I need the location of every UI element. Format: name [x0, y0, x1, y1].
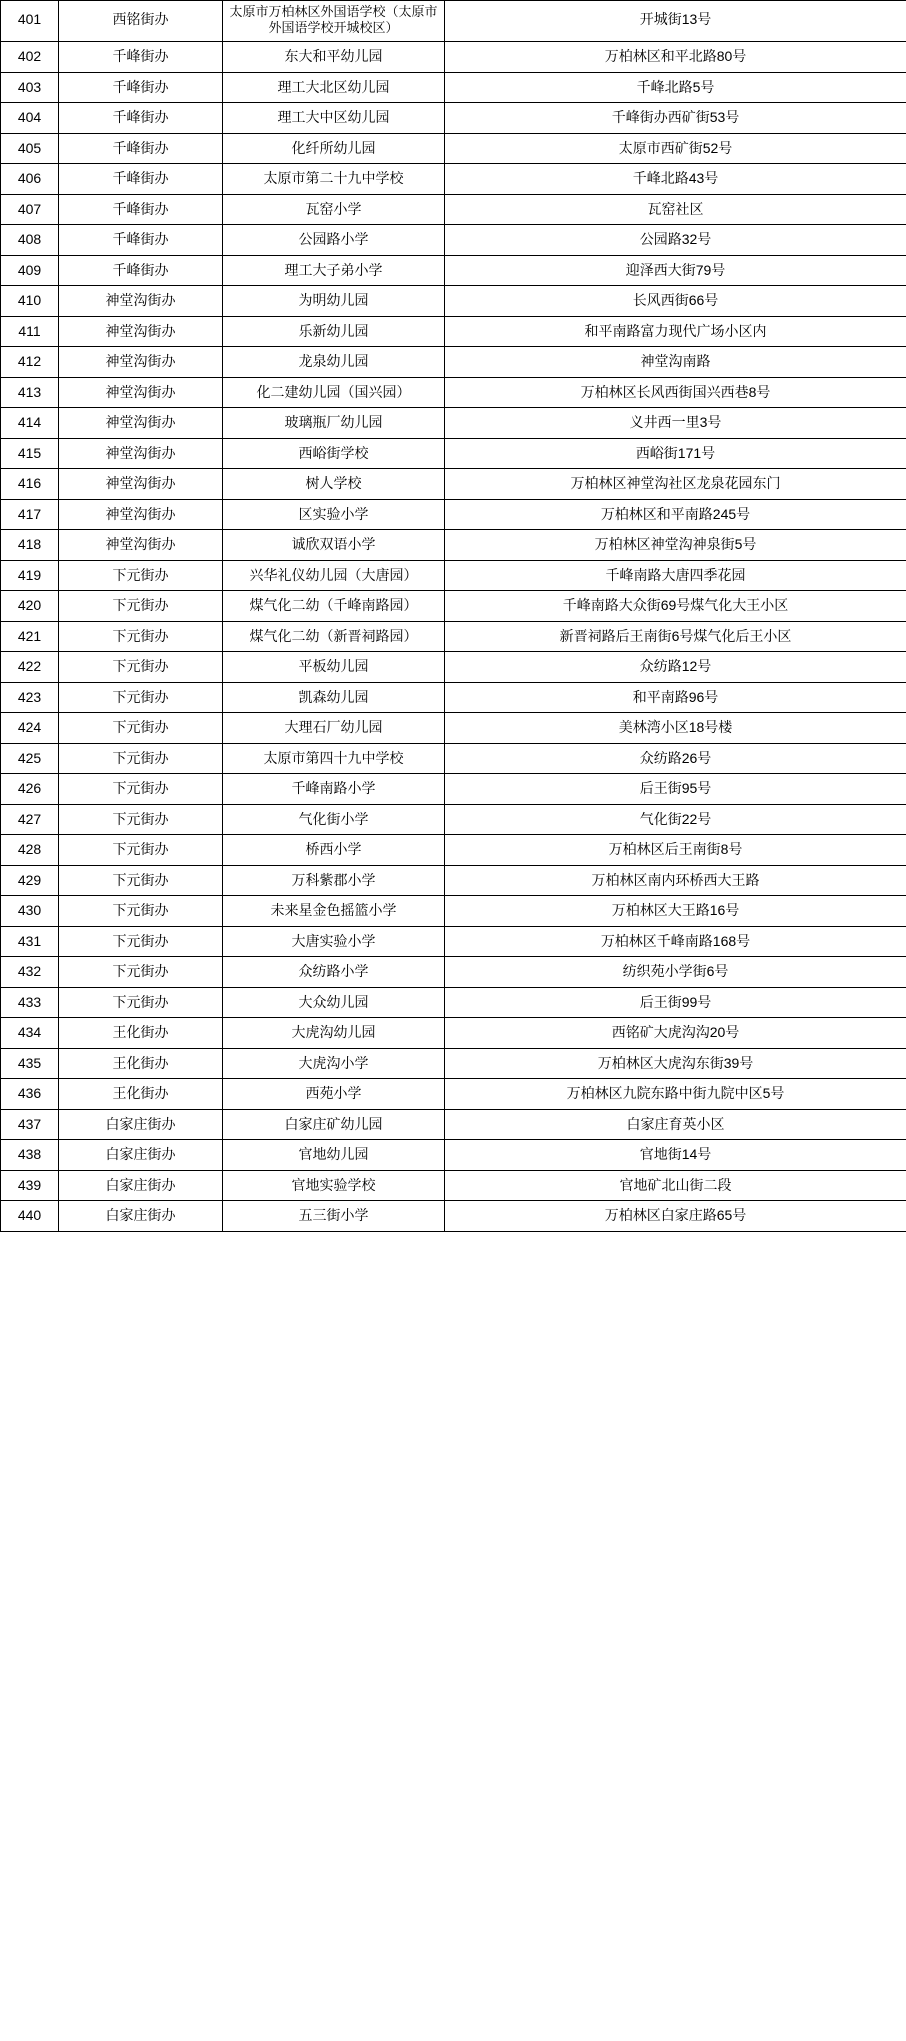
table-row — [1, 926, 906, 957]
cell-street: 下元街办 — [59, 957, 223, 988]
cell-street: 千峰街办 — [59, 133, 223, 164]
table-row — [1, 347, 906, 378]
cell-address: 万柏林区后王南街8号 — [445, 835, 906, 866]
cell-index: 403 — [1, 72, 59, 103]
cell-address: 万柏林区和平南路245号 — [445, 499, 906, 530]
cell-street: 千峰街办 — [59, 194, 223, 225]
cell-address: 后王街95号 — [445, 774, 906, 805]
cell-index: 419 — [1, 560, 59, 591]
cell-school: 白家庄矿幼儿园 — [223, 1109, 445, 1140]
cell-index: 406 — [1, 164, 59, 195]
cell-index: 434 — [1, 1018, 59, 1049]
cell-index: 426 — [1, 774, 59, 805]
cell-address: 义井西一里3号 — [445, 408, 906, 439]
cell-index: 410 — [1, 286, 59, 317]
cell-index: 411 — [1, 316, 59, 347]
table-row — [1, 103, 906, 134]
cell-school: 官地实验学校 — [223, 1170, 445, 1201]
cell-street: 千峰街办 — [59, 225, 223, 256]
cell-street: 下元街办 — [59, 652, 223, 683]
cell-street: 千峰街办 — [59, 103, 223, 134]
cell-street: 下元街办 — [59, 896, 223, 927]
cell-index: 436 — [1, 1079, 59, 1110]
cell-street: 白家庄街办 — [59, 1170, 223, 1201]
cell-school: 凯森幼儿园 — [223, 682, 445, 713]
cell-school: 平板幼儿园 — [223, 652, 445, 683]
cell-street: 下元街办 — [59, 926, 223, 957]
cell-address: 万柏林区和平北路80号 — [445, 42, 906, 73]
cell-index: 427 — [1, 804, 59, 835]
table-row — [1, 1079, 906, 1110]
cell-address: 千峰街办西矿街53号 — [445, 103, 906, 134]
cell-school: 千峰南路小学 — [223, 774, 445, 805]
cell-street: 下元街办 — [59, 713, 223, 744]
cell-address: 千峰南路大众街69号煤气化大王小区 — [445, 591, 906, 622]
table-row — [1, 42, 906, 73]
cell-address: 万柏林区南内环桥西大王路 — [445, 865, 906, 896]
table-row — [1, 72, 906, 103]
cell-school: 众纺路小学 — [223, 957, 445, 988]
cell-index: 438 — [1, 1140, 59, 1171]
cell-school: 诚欣双语小学 — [223, 530, 445, 561]
cell-school: 太原市第二十九中学校 — [223, 164, 445, 195]
table-row — [1, 652, 906, 683]
cell-index: 425 — [1, 743, 59, 774]
cell-address: 西峪街171号 — [445, 438, 906, 469]
table-row — [1, 1109, 906, 1140]
cell-street: 神堂沟街办 — [59, 530, 223, 561]
cell-street: 下元街办 — [59, 835, 223, 866]
table-body — [1, 1, 906, 1232]
cell-school: 龙泉幼儿园 — [223, 347, 445, 378]
cell-street: 千峰街办 — [59, 42, 223, 73]
cell-address: 神堂沟南路 — [445, 347, 906, 378]
cell-school: 化二建幼儿园（国兴园） — [223, 377, 445, 408]
cell-address: 公园路32号 — [445, 225, 906, 256]
cell-address: 千峰南路大唐四季花园 — [445, 560, 906, 591]
cell-index: 412 — [1, 347, 59, 378]
cell-school: 太原市第四十九中学校 — [223, 743, 445, 774]
table-row — [1, 1048, 906, 1079]
cell-index: 435 — [1, 1048, 59, 1079]
cell-street: 王化街办 — [59, 1018, 223, 1049]
cell-school: 化纤所幼儿园 — [223, 133, 445, 164]
cell-school: 大虎沟小学 — [223, 1048, 445, 1079]
table-row — [1, 713, 906, 744]
table-row — [1, 987, 906, 1018]
cell-index: 402 — [1, 42, 59, 73]
table-row — [1, 1, 906, 42]
cell-index: 416 — [1, 469, 59, 500]
cell-address: 万柏林区神堂沟神泉街5号 — [445, 530, 906, 561]
cell-school: 公园路小学 — [223, 225, 445, 256]
cell-address: 开城街13号 — [445, 1, 906, 42]
cell-street: 神堂沟街办 — [59, 347, 223, 378]
cell-index: 422 — [1, 652, 59, 683]
cell-address: 西铭矿大虎沟沟20号 — [445, 1018, 906, 1049]
cell-street: 千峰街办 — [59, 164, 223, 195]
cell-school: 西峪街学校 — [223, 438, 445, 469]
cell-address: 万柏林区大王路16号 — [445, 896, 906, 927]
cell-address: 万柏林区白家庄路65号 — [445, 1201, 906, 1232]
cell-index: 428 — [1, 835, 59, 866]
cell-school: 瓦窑小学 — [223, 194, 445, 225]
cell-street: 千峰街办 — [59, 72, 223, 103]
cell-address: 白家庄育英小区 — [445, 1109, 906, 1140]
cell-school: 大理石厂幼儿园 — [223, 713, 445, 744]
table-row — [1, 682, 906, 713]
cell-school: 煤气化二幼（新晋祠路园） — [223, 621, 445, 652]
cell-school: 玻璃瓶厂幼儿园 — [223, 408, 445, 439]
table-row — [1, 164, 906, 195]
cell-address: 和平南路96号 — [445, 682, 906, 713]
cell-address: 万柏林区大虎沟东街39号 — [445, 1048, 906, 1079]
cell-street: 神堂沟街办 — [59, 469, 223, 500]
table-row — [1, 408, 906, 439]
cell-address: 新晋祠路后王南街6号煤气化后王小区 — [445, 621, 906, 652]
cell-school: 为明幼儿园 — [223, 286, 445, 317]
table-row — [1, 225, 906, 256]
cell-school: 官地幼儿园 — [223, 1140, 445, 1171]
cell-school: 理工大子弟小学 — [223, 255, 445, 286]
cell-index: 417 — [1, 499, 59, 530]
cell-school: 西苑小学 — [223, 1079, 445, 1110]
cell-street: 下元街办 — [59, 774, 223, 805]
cell-address: 众纺路26号 — [445, 743, 906, 774]
cell-index: 405 — [1, 133, 59, 164]
table-row — [1, 255, 906, 286]
cell-street: 下元街办 — [59, 591, 223, 622]
cell-school: 东大和平幼儿园 — [223, 42, 445, 73]
cell-school: 兴华礼仪幼儿园（大唐园） — [223, 560, 445, 591]
cell-street: 王化街办 — [59, 1048, 223, 1079]
cell-index: 407 — [1, 194, 59, 225]
cell-school: 大唐实验小学 — [223, 926, 445, 957]
cell-address: 万柏林区长风西街国兴西巷8号 — [445, 377, 906, 408]
cell-street: 白家庄街办 — [59, 1109, 223, 1140]
cell-index: 437 — [1, 1109, 59, 1140]
cell-address: 纺织苑小学街6号 — [445, 957, 906, 988]
cell-address: 官地街14号 — [445, 1140, 906, 1171]
cell-address: 后王街99号 — [445, 987, 906, 1018]
cell-street: 神堂沟街办 — [59, 499, 223, 530]
table-row — [1, 377, 906, 408]
cell-school: 万科紫郡小学 — [223, 865, 445, 896]
cell-street: 白家庄街办 — [59, 1140, 223, 1171]
table-row — [1, 1170, 906, 1201]
table-row — [1, 865, 906, 896]
cell-school: 大虎沟幼儿园 — [223, 1018, 445, 1049]
table-row — [1, 560, 906, 591]
table-row — [1, 499, 906, 530]
cell-street: 西铭街办 — [59, 1, 223, 42]
table-row — [1, 286, 906, 317]
table-row — [1, 316, 906, 347]
cell-index: 401 — [1, 1, 59, 42]
cell-index: 408 — [1, 225, 59, 256]
cell-index: 439 — [1, 1170, 59, 1201]
cell-street: 神堂沟街办 — [59, 286, 223, 317]
cell-street: 下元街办 — [59, 560, 223, 591]
table-row — [1, 743, 906, 774]
table-row — [1, 835, 906, 866]
cell-school: 区实验小学 — [223, 499, 445, 530]
cell-school: 煤气化二幼（千峰南路园） — [223, 591, 445, 622]
table-row — [1, 621, 906, 652]
cell-address: 瓦窑社区 — [445, 194, 906, 225]
cell-school: 未来星金色摇篮小学 — [223, 896, 445, 927]
cell-index: 431 — [1, 926, 59, 957]
cell-school: 理工大中区幼儿园 — [223, 103, 445, 134]
cell-school: 桥西小学 — [223, 835, 445, 866]
table-row — [1, 1018, 906, 1049]
cell-school: 树人学校 — [223, 469, 445, 500]
cell-index: 440 — [1, 1201, 59, 1232]
cell-index: 433 — [1, 987, 59, 1018]
cell-index: 413 — [1, 377, 59, 408]
cell-school: 乐新幼儿园 — [223, 316, 445, 347]
table-row — [1, 591, 906, 622]
table-row — [1, 194, 906, 225]
cell-index: 404 — [1, 103, 59, 134]
cell-index: 423 — [1, 682, 59, 713]
cell-address: 万柏林区千峰南路168号 — [445, 926, 906, 957]
cell-address: 千峰北路5号 — [445, 72, 906, 103]
cell-school: 大众幼儿园 — [223, 987, 445, 1018]
table-row — [1, 469, 906, 500]
cell-index: 409 — [1, 255, 59, 286]
cell-school: 气化街小学 — [223, 804, 445, 835]
cell-street: 王化街办 — [59, 1079, 223, 1110]
cell-street: 下元街办 — [59, 743, 223, 774]
cell-address: 万柏林区神堂沟社区龙泉花园东门 — [445, 469, 906, 500]
cell-index: 420 — [1, 591, 59, 622]
cell-school: 五三街小学 — [223, 1201, 445, 1232]
cell-index: 414 — [1, 408, 59, 439]
cell-address: 万柏林区九院东路中街九院中区5号 — [445, 1079, 906, 1110]
cell-school: 理工大北区幼儿园 — [223, 72, 445, 103]
cell-street: 神堂沟街办 — [59, 316, 223, 347]
cell-address: 迎泽西大街79号 — [445, 255, 906, 286]
cell-index: 424 — [1, 713, 59, 744]
cell-address: 美林湾小区18号楼 — [445, 713, 906, 744]
cell-index: 418 — [1, 530, 59, 561]
cell-street: 下元街办 — [59, 804, 223, 835]
cell-address: 气化街22号 — [445, 804, 906, 835]
cell-index: 429 — [1, 865, 59, 896]
table-row — [1, 1140, 906, 1171]
cell-street: 白家庄街办 — [59, 1201, 223, 1232]
table-row — [1, 957, 906, 988]
table-row — [1, 133, 906, 164]
cell-street: 下元街办 — [59, 621, 223, 652]
cell-street: 下元街办 — [59, 987, 223, 1018]
cell-address: 官地矿北山街二段 — [445, 1170, 906, 1201]
cell-address: 太原市西矿街52号 — [445, 133, 906, 164]
cell-address: 千峰北路43号 — [445, 164, 906, 195]
cell-address: 长风西街66号 — [445, 286, 906, 317]
cell-address: 众纺路12号 — [445, 652, 906, 683]
cell-street: 下元街办 — [59, 682, 223, 713]
table-row — [1, 774, 906, 805]
cell-index: 415 — [1, 438, 59, 469]
table-row — [1, 804, 906, 835]
table-row — [1, 896, 906, 927]
cell-street: 神堂沟街办 — [59, 438, 223, 469]
table-row — [1, 530, 906, 561]
cell-street: 神堂沟街办 — [59, 377, 223, 408]
cell-index: 421 — [1, 621, 59, 652]
table-row — [1, 1201, 906, 1232]
cell-index: 430 — [1, 896, 59, 927]
table-row — [1, 438, 906, 469]
cell-school: 太原市万柏林区外国语学校（太原市外国语学校开城校区） — [223, 1, 445, 42]
cell-index: 432 — [1, 957, 59, 988]
cell-street: 下元街办 — [59, 865, 223, 896]
cell-street: 神堂沟街办 — [59, 408, 223, 439]
cell-address: 和平南路富力现代广场小区内 — [445, 316, 906, 347]
cell-street: 千峰街办 — [59, 255, 223, 286]
